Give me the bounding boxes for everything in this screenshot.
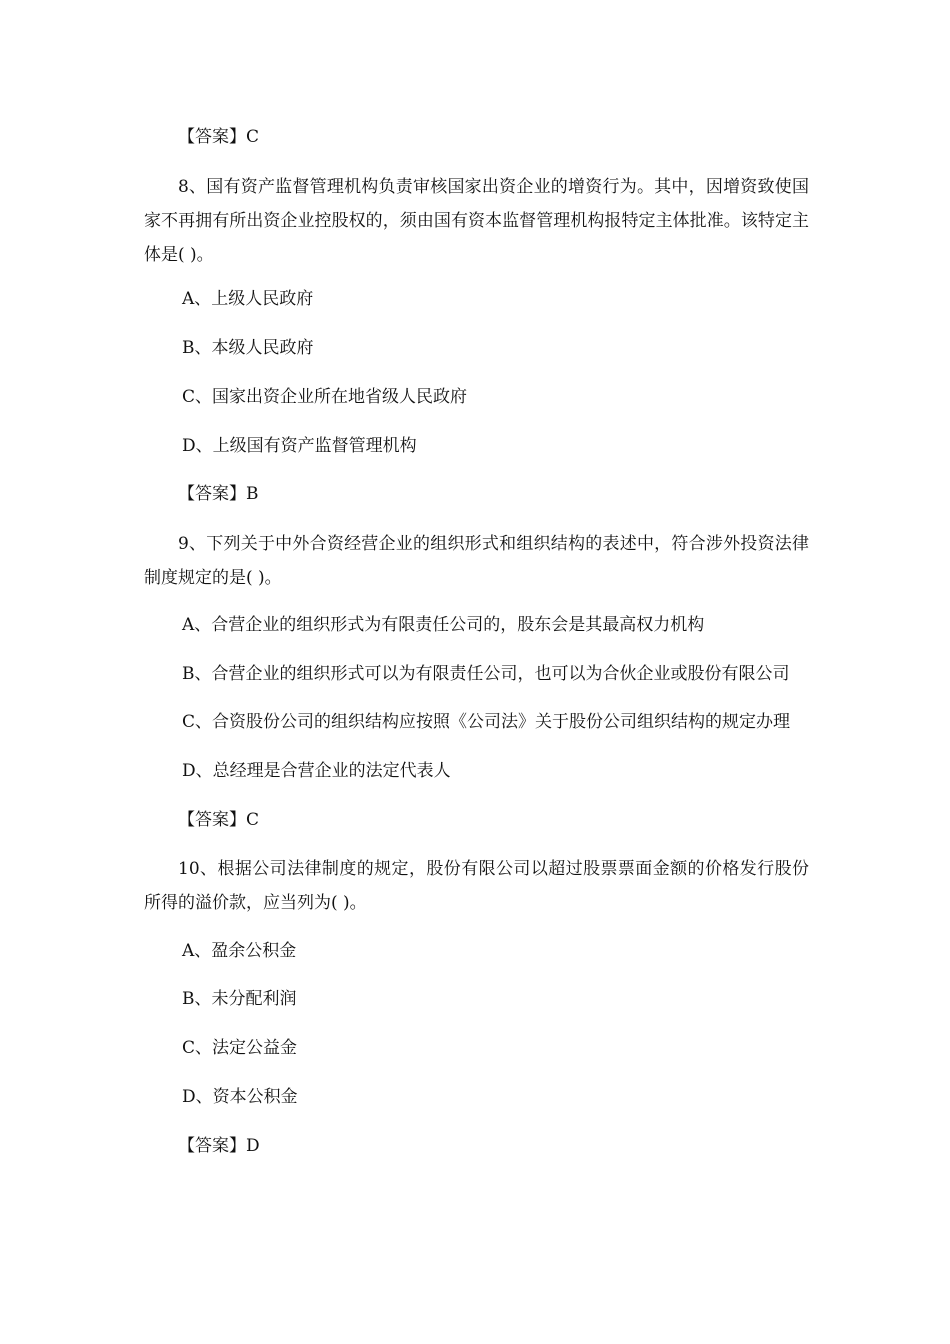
option-line: C、国家出资企业所在地省级人民政府 [182,387,468,407]
answer-line: 【答案】C [178,810,260,830]
answer-line: 【答案】B [178,484,259,504]
option-line: D、上级国有资产监督管理机构 [182,436,417,456]
option-line: D、资本公积金 [182,1087,298,1107]
option-line: B、本级人民政府 [182,338,314,358]
option-line: B、合营企业的组织形式可以为有限责任公司，也可以为合伙企业或股份有限公司 [182,664,790,684]
option-line: A、合营企业的组织形式为有限责任公司的，股东会是其最高权力机构 [182,615,705,635]
option-line: C、法定公益金 [182,1038,298,1058]
answer-line: 【答案】D [178,1136,260,1156]
option-line: B、未分配利润 [182,989,297,1009]
option-line: A、上级人民政府 [182,289,314,309]
question-9: 9、下列关于中外合资经营企业的组织形式和组织结构的表述中，符合涉外投资法律制度规定的是( )。 [144,534,809,588]
option-line: A、盈余公积金 [182,941,297,961]
option-line: C、合资股份公司的组织结构应按照《公司法》关于股份公司组织结构的规定办理 [182,712,791,732]
question-8: 8、国有资产监督管理机构负责审核国家出资企业的增资行为。其中，因增资致使国家不再拥有所出资企业控股权的，须由国有资本监督管理机构报特定主体批准。该特定主体是( )。 [144,177,809,265]
answer-line: 【答案】C [178,127,260,147]
option-line: D、总经理是合营企业的法定代表人 [182,761,451,781]
question-10: 10、根据公司法律制度的规定，股份有限公司以超过股票票面金额的价格发行股份所得的溢价款，应当列为( )。 [144,859,809,913]
